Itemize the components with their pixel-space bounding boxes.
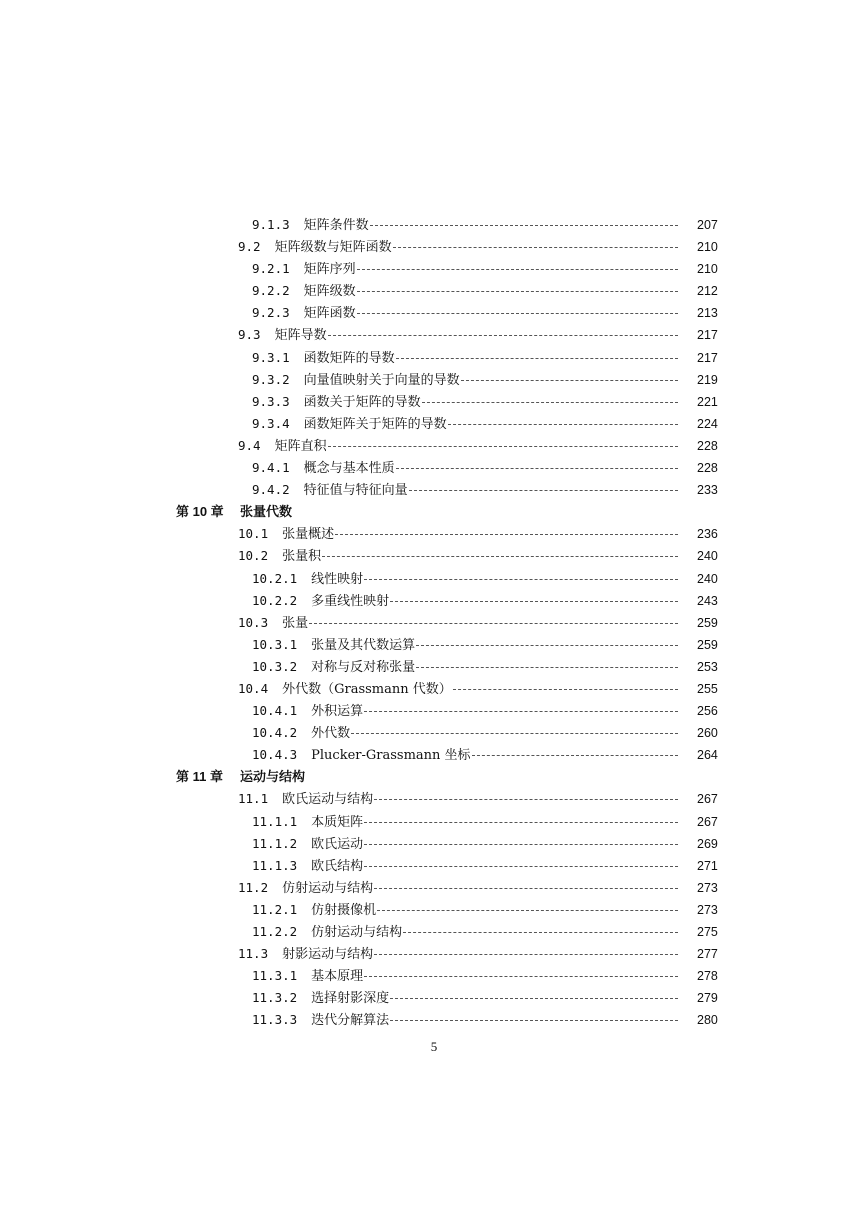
toc-entry-label xyxy=(238,236,392,259)
toc-entry xyxy=(0,1009,868,1031)
section-number: 9.3 xyxy=(238,327,261,343)
toc-entry xyxy=(0,347,868,369)
section-title: 概念与基本性质 xyxy=(303,461,395,477)
toc-entry xyxy=(0,457,868,479)
page-ref: 228 xyxy=(697,461,718,476)
dot-leader xyxy=(416,645,678,646)
toc-entry-label xyxy=(238,943,373,966)
dot-leader xyxy=(461,380,678,381)
page-ref: 236 xyxy=(697,527,718,542)
dot-leader xyxy=(335,534,678,535)
toc-entry-label xyxy=(238,523,334,546)
section-title: 本质矩阵 xyxy=(311,814,364,830)
section-title: 线性映射 xyxy=(311,571,364,587)
page-ref: 210 xyxy=(697,240,718,255)
section-title: 基本原理 xyxy=(311,969,364,985)
section-number: 9.1.3 xyxy=(252,217,290,232)
dot-leader xyxy=(448,424,678,425)
toc-entry xyxy=(0,413,868,435)
section-title: 矩阵导数 xyxy=(274,328,327,344)
page-ref: 217 xyxy=(697,350,718,365)
page-ref: 259 xyxy=(697,615,718,630)
dot-leader xyxy=(453,689,678,690)
toc-entry-label xyxy=(252,1009,389,1032)
page-number: 5 xyxy=(430,1039,438,1054)
page-ref: 273 xyxy=(697,902,718,917)
toc-entry-label xyxy=(252,722,350,745)
page-ref: 207 xyxy=(697,218,718,232)
toc-entry xyxy=(0,435,868,457)
toc-entry-label xyxy=(252,899,376,922)
section-title: 特征值与特征向量 xyxy=(303,483,408,499)
section-number: 9.4.2 xyxy=(252,482,290,498)
section-title: 矩阵条件数 xyxy=(303,218,369,233)
chapter-number: 第 10 章 xyxy=(176,504,224,520)
page-ref: 267 xyxy=(697,792,718,807)
toc-entry xyxy=(0,921,868,943)
toc-entry xyxy=(0,722,868,744)
dot-leader xyxy=(393,247,678,248)
dot-leader xyxy=(374,888,678,889)
page-ref: 278 xyxy=(697,969,718,984)
section-title: 张量 xyxy=(282,615,309,631)
toc-entry-label xyxy=(238,612,308,635)
dot-leader xyxy=(409,490,678,491)
dot-leader xyxy=(364,866,678,867)
dot-leader xyxy=(396,358,678,359)
toc-entry xyxy=(0,744,868,766)
toc-entry xyxy=(0,302,868,324)
toc-entry xyxy=(0,788,868,810)
dot-leader xyxy=(377,910,678,911)
page-ref: 275 xyxy=(697,925,718,939)
dot-leader xyxy=(357,269,678,270)
dot-leader xyxy=(357,313,678,314)
toc-entry-label xyxy=(252,258,356,281)
chapter-number: 第 11 章 xyxy=(176,769,223,785)
dot-leader xyxy=(364,711,678,712)
section-number: 10.3.2 xyxy=(252,658,298,674)
dot-leader xyxy=(390,1020,678,1021)
toc-entry-label xyxy=(252,369,460,392)
toc-entry-label xyxy=(252,302,356,325)
dot-leader xyxy=(396,468,678,469)
page-ref: 264 xyxy=(697,748,718,763)
toc-entry-label xyxy=(252,965,363,988)
section-number: 11.2.1 xyxy=(252,901,298,917)
toc-entry xyxy=(0,369,868,391)
toc-entry xyxy=(0,236,868,258)
section-number: 10.4.3 xyxy=(252,747,298,763)
section-number: 9.3.3 xyxy=(252,393,290,409)
page-ref: 279 xyxy=(697,991,718,1006)
page-ref: 224 xyxy=(697,416,718,431)
toc-entry-label xyxy=(238,678,452,701)
table-of-contents xyxy=(0,214,868,1031)
toc-entry xyxy=(0,656,868,678)
toc-entry xyxy=(0,965,868,987)
page-ref: 271 xyxy=(697,858,718,873)
toc-entry-label xyxy=(252,280,356,303)
section-number: 9.3.4 xyxy=(252,415,290,431)
section-title: 外代数 xyxy=(311,726,351,742)
toc-entry xyxy=(0,899,868,921)
section-title: 矩阵序列 xyxy=(303,262,356,278)
chapter-title: 张量代数 xyxy=(240,504,293,520)
toc-entry-label xyxy=(252,214,369,237)
toc-entry-label xyxy=(252,921,402,944)
section-title: 矩阵级数与矩阵函数 xyxy=(274,240,392,256)
toc-entry xyxy=(0,590,868,612)
toc-entry xyxy=(0,811,868,833)
section-title: 矩阵直积 xyxy=(274,438,327,454)
section-title: 函数矩阵关于矩阵的导数 xyxy=(303,416,447,432)
section-number: 11.2 xyxy=(238,879,269,895)
page-ref: 219 xyxy=(697,372,718,387)
toc-entry xyxy=(0,634,868,656)
section-title: Plucker-Grassmann 坐标 xyxy=(311,748,471,764)
page-ref: 253 xyxy=(697,659,718,674)
section-number: 11.1.1 xyxy=(252,813,298,829)
section-title: 射影运动与结构 xyxy=(282,947,374,963)
toc-entry xyxy=(0,214,868,236)
section-title: 函数关于矩阵的导数 xyxy=(303,394,421,410)
dot-leader xyxy=(364,822,678,823)
page-ref: 273 xyxy=(697,880,718,895)
dot-leader xyxy=(364,844,678,845)
toc-entry-label xyxy=(252,413,447,436)
section-title: 欧氏运动 xyxy=(311,836,364,852)
toc-entry xyxy=(0,678,868,700)
page-ref: 243 xyxy=(697,593,718,608)
toc-entry xyxy=(0,258,868,280)
section-number: 10.3.1 xyxy=(252,636,298,652)
section-title: 外积运算 xyxy=(311,704,364,720)
page-ref: 255 xyxy=(697,681,718,696)
toc-chapter-heading xyxy=(0,501,868,523)
dot-leader xyxy=(364,976,678,977)
page-ref: 280 xyxy=(697,1013,718,1028)
toc-entry-label xyxy=(252,656,415,679)
toc-entry xyxy=(0,700,868,722)
toc-entry-label xyxy=(252,457,395,480)
dot-leader xyxy=(328,446,678,447)
section-number: 10.3 xyxy=(238,614,269,630)
page-ref: 212 xyxy=(697,284,718,299)
section-number: 11.3.1 xyxy=(252,968,298,984)
section-number: 9.4 xyxy=(238,437,261,453)
dot-leader xyxy=(390,601,678,602)
toc-entry-label xyxy=(252,855,363,878)
toc-entry-label xyxy=(252,811,363,834)
section-title: 张量及其代数运算 xyxy=(311,637,416,653)
section-number: 11.3 xyxy=(238,946,269,962)
section-number: 10.4.2 xyxy=(252,725,298,741)
page-ref: 210 xyxy=(697,262,718,277)
section-title: 多重线性映射 xyxy=(311,593,390,609)
toc-entry xyxy=(0,987,868,1009)
toc-entry xyxy=(0,568,868,590)
toc-entry xyxy=(0,877,868,899)
toc-entry xyxy=(0,479,868,501)
section-number: 11.1 xyxy=(238,791,269,807)
toc-entry xyxy=(0,612,868,634)
dot-leader xyxy=(390,998,678,999)
section-number: 10.2.2 xyxy=(252,592,298,608)
toc-entry xyxy=(0,523,868,545)
dot-leader xyxy=(351,733,678,734)
page-ref: 228 xyxy=(697,438,718,453)
page-ref: 221 xyxy=(697,394,718,409)
toc-entry xyxy=(0,545,868,567)
toc-entry-label xyxy=(238,435,327,458)
toc-entry xyxy=(0,391,868,413)
section-number: 11.1.2 xyxy=(252,835,298,851)
dot-leader xyxy=(322,556,678,557)
section-number: 11.3.3 xyxy=(252,1012,298,1028)
section-number: 10.2 xyxy=(238,548,269,564)
dot-leader xyxy=(357,291,678,292)
section-number: 11.1.3 xyxy=(252,857,298,873)
section-title: 仿射运动与结构 xyxy=(311,925,403,940)
toc-entry-label xyxy=(238,324,327,347)
section-title: 对称与反对称张量 xyxy=(311,659,416,675)
toc-entry-label xyxy=(252,590,389,613)
page-ref: 256 xyxy=(697,704,718,719)
section-title: 仿射运动与结构 xyxy=(282,880,374,896)
dot-leader xyxy=(416,667,678,668)
section-title: 函数矩阵的导数 xyxy=(303,350,395,366)
toc-entry-label xyxy=(252,700,363,723)
section-title: 矩阵函数 xyxy=(303,306,356,322)
section-title: 仿射摄像机 xyxy=(311,902,377,918)
page-ref: 277 xyxy=(697,947,718,962)
toc-chapter-heading xyxy=(0,766,868,788)
chapter-title: 运动与结构 xyxy=(240,769,306,785)
section-number: 10.4 xyxy=(238,680,269,696)
section-title: 矩阵级数 xyxy=(303,284,356,300)
page-ref: 267 xyxy=(697,814,718,829)
toc-entry-label xyxy=(252,987,389,1010)
section-number: 11.2.2 xyxy=(252,924,298,939)
section-number: 9.2 xyxy=(238,239,261,255)
toc-entry-label xyxy=(252,833,363,856)
section-title: 张量积 xyxy=(282,549,322,565)
toc-entry xyxy=(0,280,868,302)
toc-entry xyxy=(0,324,868,346)
section-number: 9.2.3 xyxy=(252,305,290,321)
page-ref: 240 xyxy=(697,571,718,586)
section-title: 欧氏结构 xyxy=(311,858,364,874)
dot-leader xyxy=(403,932,678,933)
toc-entry-label xyxy=(238,788,373,811)
page-ref: 269 xyxy=(697,836,718,851)
section-number: 9.2.1 xyxy=(252,261,290,277)
page-ref: 240 xyxy=(697,549,718,564)
dot-leader xyxy=(364,579,678,580)
section-title: 向量值映射关于向量的导数 xyxy=(303,372,460,388)
toc-entry-label xyxy=(238,545,321,568)
toc-entry-label xyxy=(252,744,471,767)
toc-entry-label xyxy=(238,877,373,900)
dot-leader xyxy=(309,623,678,624)
section-number: 10.2.1 xyxy=(252,570,298,586)
dot-leader xyxy=(472,755,678,756)
page-ref: 213 xyxy=(697,306,718,321)
toc-entry xyxy=(0,855,868,877)
page-ref: 217 xyxy=(697,328,718,343)
section-title: 张量概述 xyxy=(282,527,335,543)
toc-entry-label xyxy=(252,634,415,657)
toc-entry-label xyxy=(252,568,363,591)
section-title: 迭代分解算法 xyxy=(311,1013,390,1029)
dot-leader xyxy=(374,954,678,955)
dot-leader xyxy=(374,799,678,800)
section-number: 9.4.1 xyxy=(252,460,290,476)
section-number: 9.3.1 xyxy=(252,349,290,365)
section-title: 欧氏运动与结构 xyxy=(282,792,374,808)
toc-entry xyxy=(0,833,868,855)
dot-leader xyxy=(328,335,678,336)
section-number: 10.4.1 xyxy=(252,703,298,719)
section-title: 选择射影深度 xyxy=(311,991,390,1007)
section-number: 9.3.2 xyxy=(252,371,290,387)
toc-entry-label xyxy=(252,347,395,370)
toc-entry-label xyxy=(252,391,421,414)
toc-entry-label xyxy=(252,479,408,502)
page-ref: 233 xyxy=(697,483,718,498)
dot-leader xyxy=(370,225,678,226)
section-title: 外代数（Grassmann 代数） xyxy=(282,681,452,697)
page-ref: 260 xyxy=(697,726,718,741)
dot-leader xyxy=(422,402,678,403)
section-number: 9.2.2 xyxy=(252,283,290,299)
section-number: 11.3.2 xyxy=(252,990,298,1006)
page-ref: 259 xyxy=(697,637,718,652)
section-number: 10.1 xyxy=(238,526,269,542)
toc-entry xyxy=(0,943,868,965)
